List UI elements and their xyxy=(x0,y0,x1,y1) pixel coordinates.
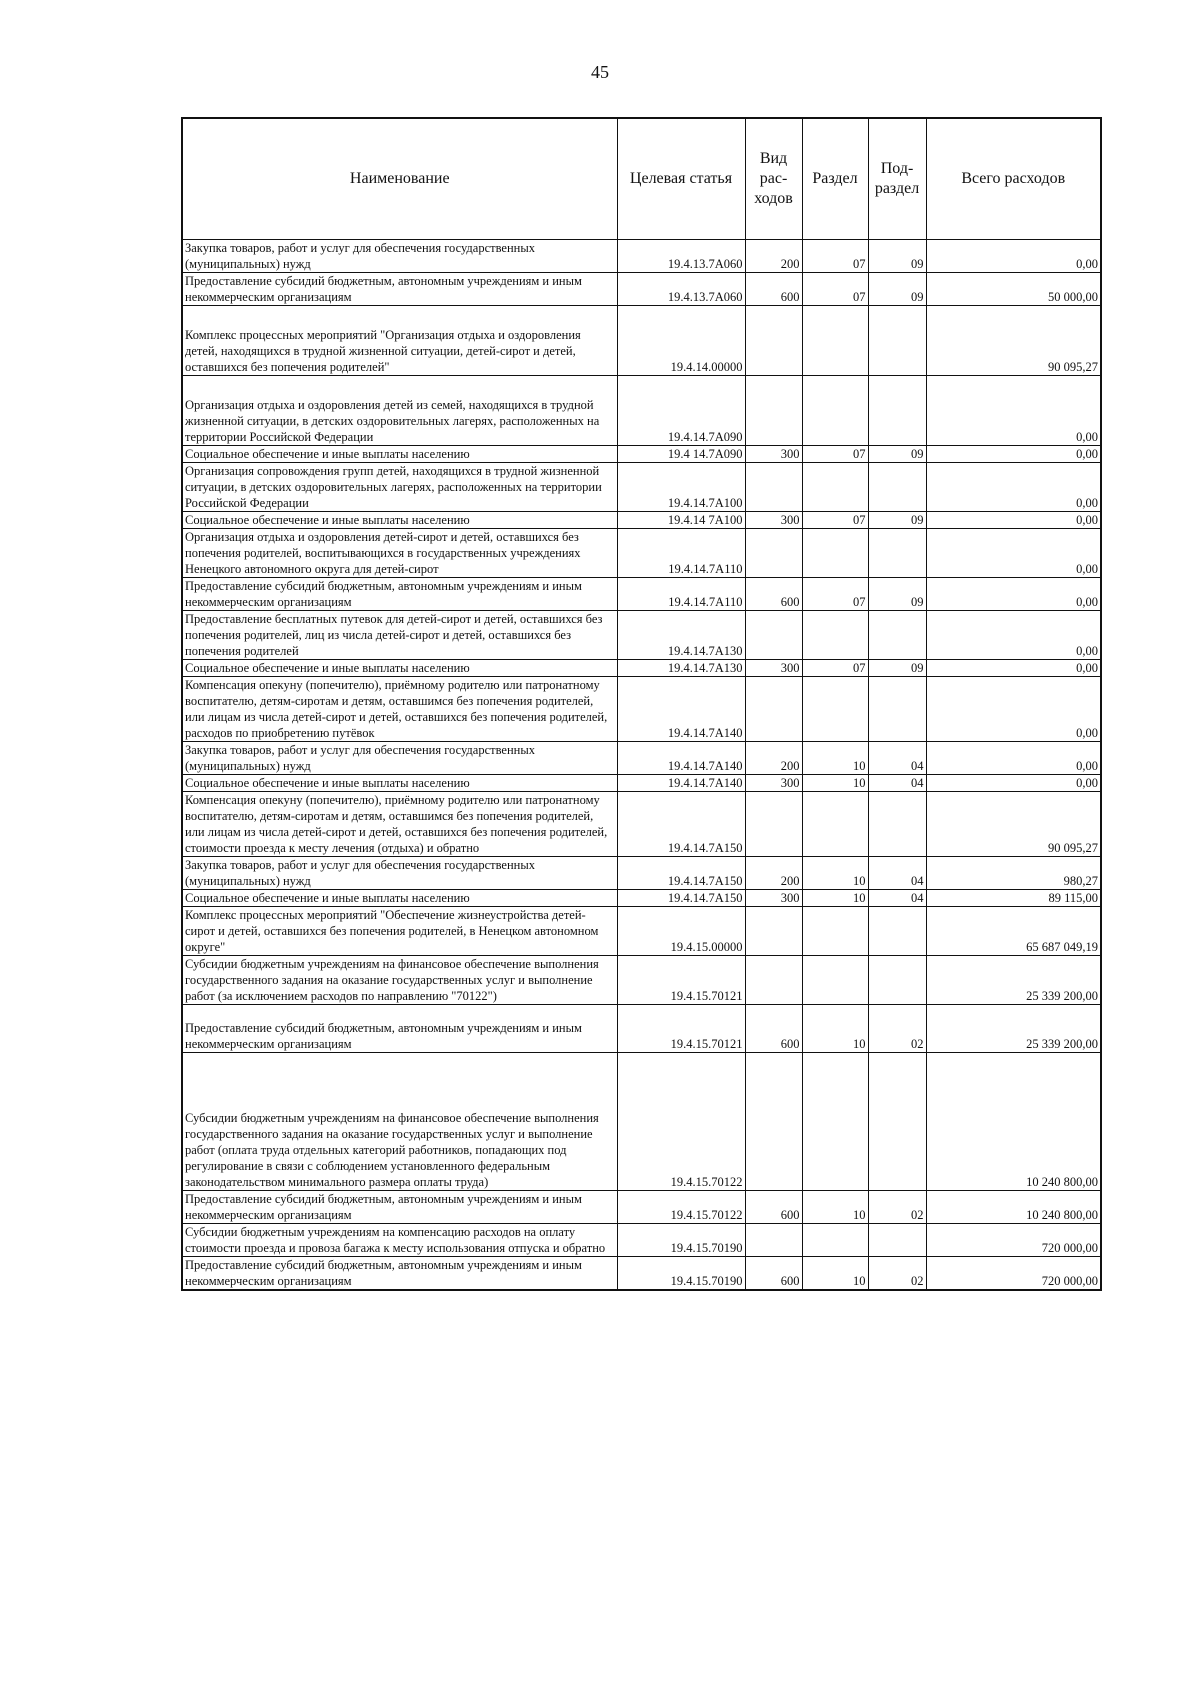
row-vid xyxy=(745,1224,802,1257)
row-name: Социальное обеспечение и иные выплаты населению xyxy=(182,890,617,907)
table-row xyxy=(182,376,1101,446)
row-total: 720 000,00 xyxy=(926,1224,1101,1257)
row-code: 19.4 14.7А090 xyxy=(617,446,745,463)
header-total: Всего расходов xyxy=(926,118,1101,240)
table-row xyxy=(182,578,1101,611)
row-code: 19.4.14.7А110 xyxy=(617,578,745,611)
row-podrazdel: 09 xyxy=(868,512,926,529)
row-vid: 200 xyxy=(745,857,802,890)
row-name: Социальное обеспечение и иные выплаты населению xyxy=(182,512,617,529)
row-name: Субсидии бюджетным учреждениям на финансовое обеспечение выполнения государственного задания на оказание государственных услуг и выполнение работ (за исключением расходов по направлению "70122") xyxy=(182,956,617,1005)
row-code: 19.4.14 7А100 xyxy=(617,512,745,529)
row-razdel: 10 xyxy=(802,1257,868,1291)
header-name: Наименование xyxy=(182,118,617,240)
row-total: 10 240 800,00 xyxy=(926,1053,1101,1191)
row-podrazdel xyxy=(868,956,926,1005)
row-code: 19.4.15.70190 xyxy=(617,1257,745,1291)
table-row xyxy=(182,792,1101,857)
row-podrazdel xyxy=(868,463,926,512)
row-code: 19.4.14.7А130 xyxy=(617,611,745,660)
row-vid xyxy=(745,907,802,956)
row-name: Комплекс процессных мероприятий "Организация отдыха и оздоровления детей, находящихся в трудной жизненной ситуации, детей-сирот и детей, оставшихся без попечения родителей" xyxy=(182,306,617,376)
row-name: Комплекс процессных мероприятий "Обеспечение жизнеустройства детей-сирот и детей, оставшихся без попечения родителей, в Ненецком автономном округе" xyxy=(182,907,617,956)
row-podrazdel: 04 xyxy=(868,742,926,775)
row-name: Предоставление бесплатных путевок для детей-сирот и детей, оставшихся без попечения родителей, лиц из числа детей-сирот и детей, оставшихся без попечения родителей xyxy=(182,611,617,660)
row-podrazdel xyxy=(868,376,926,446)
row-razdel xyxy=(802,956,868,1005)
row-total: 25 339 200,00 xyxy=(926,1005,1101,1053)
row-razdel xyxy=(802,463,868,512)
table-row xyxy=(182,742,1101,775)
row-podrazdel xyxy=(868,907,926,956)
row-podrazdel: 02 xyxy=(868,1005,926,1053)
table-row xyxy=(182,306,1101,376)
header-podrazdel-line: раздел xyxy=(874,180,920,197)
row-razdel: 10 xyxy=(802,775,868,792)
row-name: Субсидии бюджетным учреждениям на компенсацию расходов на оплату стоимости проезда и провоза багажа к месту использования отпуска и обратно xyxy=(182,1224,617,1257)
row-name: Предоставление субсидий бюджетным, автономным учреждениям и иным некоммерческим организациям xyxy=(182,578,617,611)
row-total: 0,00 xyxy=(926,529,1101,578)
header-target: Целевая статья xyxy=(617,118,745,240)
header-podrazdel xyxy=(868,118,926,240)
row-name: Предоставление субсидий бюджетным, автономным учреждениям и иным некоммерческим организациям xyxy=(182,1191,617,1224)
row-podrazdel xyxy=(868,529,926,578)
row-podrazdel xyxy=(868,677,926,742)
row-total: 0,00 xyxy=(926,463,1101,512)
row-vid xyxy=(745,792,802,857)
row-total: 0,00 xyxy=(926,578,1101,611)
row-vid: 300 xyxy=(745,660,802,677)
row-razdel xyxy=(802,907,868,956)
row-razdel: 10 xyxy=(802,857,868,890)
row-vid xyxy=(745,1053,802,1191)
row-vid: 600 xyxy=(745,273,802,306)
row-name: Организация отдыха и оздоровления детей из семей, находящихся в трудной жизненной ситуации, в детских оздоровительных лагерях, расположенных на территории Российской Федерации xyxy=(182,376,617,446)
row-code: 19.4.15.70121 xyxy=(617,1005,745,1053)
row-total: 0,00 xyxy=(926,512,1101,529)
row-total: 0,00 xyxy=(926,611,1101,660)
row-razdel: 07 xyxy=(802,512,868,529)
row-podrazdel: 09 xyxy=(868,660,926,677)
row-code: 19.4.14.7А140 xyxy=(617,677,745,742)
row-razdel xyxy=(802,1053,868,1191)
row-code: 19.4.14.7А100 xyxy=(617,463,745,512)
row-razdel xyxy=(802,376,868,446)
row-total: 0,00 xyxy=(926,775,1101,792)
row-name: Субсидии бюджетным учреждениям на финансовое обеспечение выполнения государственного задания на оказание государственных услуг и выполнение работ (оплата труда отдельных категорий работников, попадающих под регулирование в связи с соблюдением установленного федеральным законодательством минимального размера оплаты труда) xyxy=(182,1053,617,1191)
table-row xyxy=(182,660,1101,677)
table-row xyxy=(182,240,1101,273)
row-vid: 600 xyxy=(745,1005,802,1053)
table-row xyxy=(182,1053,1101,1191)
row-podrazdel: 04 xyxy=(868,775,926,792)
row-total: 0,00 xyxy=(926,446,1101,463)
row-podrazdel: 09 xyxy=(868,240,926,273)
row-name: Компенсация опекуну (попечителю), приёмному родителю или патронатному воспитателю, детям-сиротам и детям, оставшимся без попечения родителей, или лицам из числа детей-сирот и детей, оставшихся без попечения родителей, расходов по приобретению путёвок xyxy=(182,677,617,742)
row-razdel: 07 xyxy=(802,578,868,611)
table-row xyxy=(182,907,1101,956)
row-total: 0,00 xyxy=(926,660,1101,677)
row-code: 19.4.14.7А140 xyxy=(617,775,745,792)
row-razdel: 07 xyxy=(802,660,868,677)
row-code: 19.4.14.7А130 xyxy=(617,660,745,677)
row-name: Социальное обеспечение и иные выплаты населению xyxy=(182,775,617,792)
table-row xyxy=(182,857,1101,890)
row-razdel xyxy=(802,529,868,578)
row-code: 19.4.15.00000 xyxy=(617,907,745,956)
row-total: 89 115,00 xyxy=(926,890,1101,907)
table-row xyxy=(182,446,1101,463)
row-name: Предоставление субсидий бюджетным, автономным учреждениям и иным некоммерческим организациям xyxy=(182,273,617,306)
row-code: 19.4.15.70122 xyxy=(617,1053,745,1191)
row-total: 0,00 xyxy=(926,376,1101,446)
row-name: Предоставление субсидий бюджетным, автономным учреждениям и иным некоммерческим организациям xyxy=(182,1005,617,1053)
row-vid xyxy=(745,611,802,660)
row-total: 980,27 xyxy=(926,857,1101,890)
row-razdel: 07 xyxy=(802,240,868,273)
row-podrazdel xyxy=(868,1224,926,1257)
row-total: 50 000,00 xyxy=(926,273,1101,306)
row-vid: 600 xyxy=(745,578,802,611)
row-code: 19.4.15.70122 xyxy=(617,1191,745,1224)
table-row xyxy=(182,956,1101,1005)
row-code: 19.4.14.7А140 xyxy=(617,742,745,775)
row-vid: 200 xyxy=(745,742,802,775)
row-name: Социальное обеспечение и иные выплаты населению xyxy=(182,446,617,463)
row-vid: 300 xyxy=(745,512,802,529)
row-vid: 300 xyxy=(745,775,802,792)
row-podrazdel: 04 xyxy=(868,857,926,890)
table-row xyxy=(182,677,1101,742)
header-vid xyxy=(745,118,802,240)
row-name: Организация отдыха и оздоровления детей-сирот и детей, оставшихся без попечения родителей, воспитывающихся в государственных учреждениях Ненецкого автономного округа для детей-сирот xyxy=(182,529,617,578)
row-podrazdel: 09 xyxy=(868,273,926,306)
row-razdel: 10 xyxy=(802,742,868,775)
row-razdel xyxy=(802,611,868,660)
row-podrazdel xyxy=(868,306,926,376)
row-name: Компенсация опекуну (попечителю), приёмному родителю или патронатному воспитателю, детям-сиротам и детям, оставшимся без попечения родителей, или лицам из числа детей-сирот и детей, оставшихся без попечения родителей, стоимости проезда к месту лечения (отдыха) и обратно xyxy=(182,792,617,857)
row-name: Закупка товаров, работ и услуг для обеспечения государственных (муниципальных) нужд xyxy=(182,857,617,890)
table-row xyxy=(182,1224,1101,1257)
row-podrazdel: 09 xyxy=(868,446,926,463)
row-podrazdel: 09 xyxy=(868,578,926,611)
table-row xyxy=(182,890,1101,907)
row-total: 90 095,27 xyxy=(926,792,1101,857)
row-razdel: 10 xyxy=(802,1005,868,1053)
page-number: 45 xyxy=(591,62,609,82)
row-name: Закупка товаров, работ и услуг для обеспечения государственных (муниципальных) нужд xyxy=(182,742,617,775)
row-code: 19.4.15.70190 xyxy=(617,1224,745,1257)
row-podrazdel xyxy=(868,611,926,660)
header-vid-line: Вид xyxy=(759,150,788,167)
row-vid xyxy=(745,677,802,742)
row-vid xyxy=(745,376,802,446)
row-total: 25 339 200,00 xyxy=(926,956,1101,1005)
header-razdel: Раздел xyxy=(802,118,868,240)
row-name: Закупка товаров, работ и услуг для обеспечения государственных (муниципальных) нужд xyxy=(182,240,617,273)
header-vid-line: рас- xyxy=(759,170,788,187)
row-name: Организация сопровождения групп детей, находящихся в трудной жизненной ситуации, в детских оздоровительных лагерях, расположенных на территории Российской Федерации xyxy=(182,463,617,512)
row-razdel: 07 xyxy=(802,446,868,463)
row-total: 0,00 xyxy=(926,240,1101,273)
row-vid xyxy=(745,463,802,512)
row-code: 19.4.14.7А090 xyxy=(617,376,745,446)
table-row xyxy=(182,611,1101,660)
row-podrazdel xyxy=(868,1053,926,1191)
table-row xyxy=(182,273,1101,306)
row-razdel xyxy=(802,1224,868,1257)
row-name: Социальное обеспечение и иные выплаты населению xyxy=(182,660,617,677)
row-razdel: 10 xyxy=(802,1191,868,1224)
row-code: 19.4.14.7А150 xyxy=(617,890,745,907)
row-razdel xyxy=(802,792,868,857)
row-code: 19.4.14.7А150 xyxy=(617,857,745,890)
row-podrazdel: 02 xyxy=(868,1257,926,1291)
row-vid: 200 xyxy=(745,240,802,273)
row-code: 19.4.14.7А150 xyxy=(617,792,745,857)
row-total: 10 240 800,00 xyxy=(926,1191,1101,1224)
row-vid: 300 xyxy=(745,446,802,463)
header-vid-line: ходов xyxy=(754,190,793,207)
row-vid xyxy=(745,306,802,376)
row-vid: 300 xyxy=(745,890,802,907)
row-razdel xyxy=(802,306,868,376)
row-razdel: 10 xyxy=(802,890,868,907)
table-header-row xyxy=(182,118,1101,240)
row-total: 0,00 xyxy=(926,677,1101,742)
row-total: 720 000,00 xyxy=(926,1257,1101,1291)
row-razdel: 07 xyxy=(802,273,868,306)
table-row xyxy=(182,1005,1101,1053)
row-total: 0,00 xyxy=(926,742,1101,775)
row-podrazdel: 04 xyxy=(868,890,926,907)
row-vid: 600 xyxy=(745,1257,802,1291)
table-row xyxy=(182,1257,1101,1291)
row-code: 19.4.13.7А060 xyxy=(617,240,745,273)
table-row xyxy=(182,529,1101,578)
row-podrazdel: 02 xyxy=(868,1191,926,1224)
row-code: 19.4.13.7А060 xyxy=(617,273,745,306)
table-row xyxy=(182,463,1101,512)
row-total: 90 095,27 xyxy=(926,306,1101,376)
header-podrazdel-line: Под- xyxy=(880,160,914,177)
row-vid: 600 xyxy=(745,1191,802,1224)
row-razdel xyxy=(802,677,868,742)
row-podrazdel xyxy=(868,792,926,857)
row-vid xyxy=(745,956,802,1005)
row-code: 19.4.15.70121 xyxy=(617,956,745,1005)
row-vid xyxy=(745,529,802,578)
row-total: 65 687 049,19 xyxy=(926,907,1101,956)
table-row xyxy=(182,1191,1101,1224)
row-code: 19.4.14.00000 xyxy=(617,306,745,376)
row-code: 19.4.14.7А110 xyxy=(617,529,745,578)
row-name: Предоставление субсидий бюджетным, автономным учреждениям и иным некоммерческим организациям xyxy=(182,1257,617,1291)
budget-table xyxy=(181,117,1102,1291)
table-row xyxy=(182,512,1101,529)
table-row xyxy=(182,775,1101,792)
